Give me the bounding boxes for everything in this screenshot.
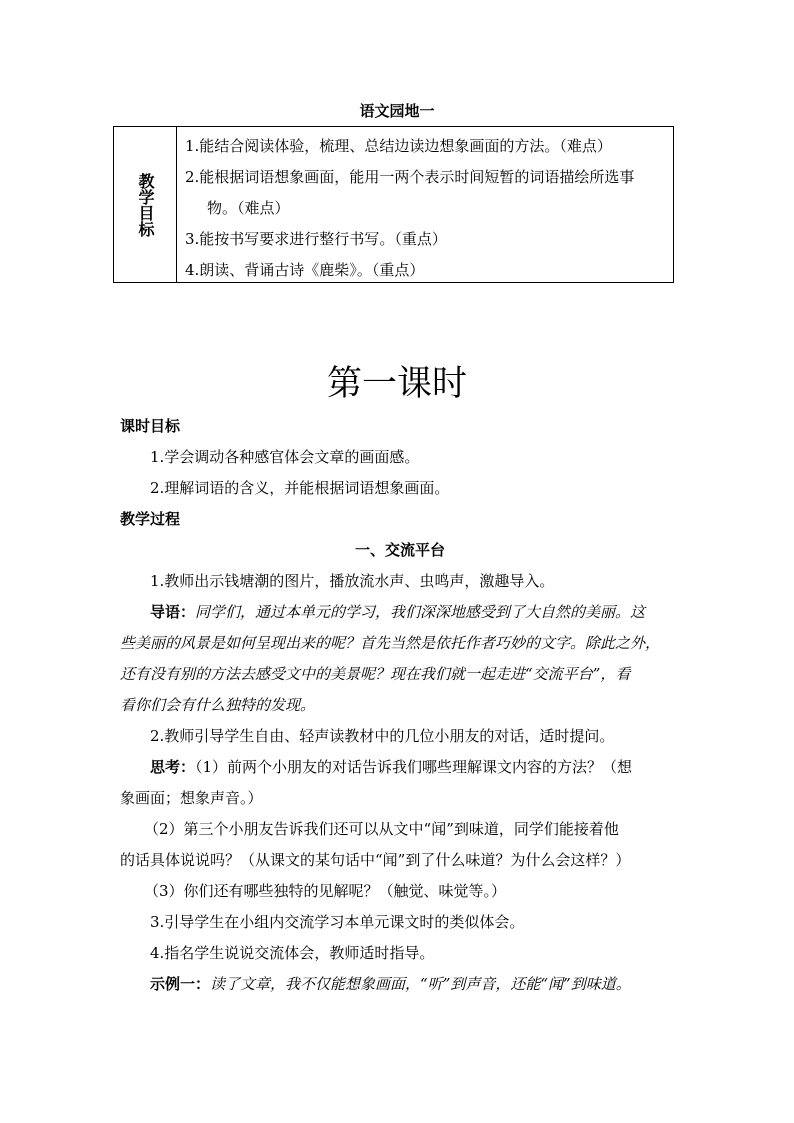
goal-item-continuation: 物。（难点）	[207, 199, 290, 217]
goal-list	[177, 127, 673, 282]
think-text-line: 象画面；想象声音。）	[120, 789, 263, 807]
think-paragraph-line	[120, 752, 680, 783]
section-heading: 一、交流平台	[354, 541, 445, 559]
example-label: 示例一：	[150, 975, 211, 993]
example-line	[120, 969, 680, 1000]
example-text: 读了文章，我不仅能想象画面，“听”到声音，还能“闻”到味道。	[210, 975, 631, 993]
teaching-goals-table	[113, 126, 674, 283]
guide-text-line: 些美丽的风景是如何呈现出来的呢？首先当然是依托作者巧妙的文字。除此之外，	[120, 634, 661, 652]
guide-label: 导语：	[150, 603, 196, 621]
objective-item: 1.学会调动各种感官体会文章的画面感。	[150, 448, 420, 466]
step-2: 2.教师引导学生自由、轻声读教材中的几位小朋友的对话，适时提问。	[150, 727, 615, 745]
goal-table-header-label: 教学目标	[136, 172, 155, 237]
goal-item: 3.能按书写要求进行整行书写。（重点）	[185, 230, 447, 248]
think-label: 思考：	[150, 758, 196, 776]
step-4: 4.指名学生说说交流体会，教师适时指导。	[150, 944, 435, 962]
lesson-title: 第一课时	[326, 364, 467, 404]
guide-text: 同学们，通过本单元的学习，我们深深地感受到了大自然的美丽。这	[195, 603, 646, 621]
objective-item: 2.理解词语的含义，并能根据词语想象画面。	[150, 479, 450, 497]
goal-item: 4.朗读、背诵古诗《鹿柴》。（重点）	[185, 261, 425, 279]
think-text-line: （3）你们还有哪些独特的见解呢？（触觉、味觉等。）	[144, 882, 507, 900]
guide-text-line: 看你们会有什么独特的发现。	[120, 696, 316, 714]
objectives-heading: 课时目标	[120, 417, 181, 435]
guide-paragraph-line	[120, 597, 680, 628]
document-title: 语文园地一	[359, 102, 435, 120]
process-heading: 教学过程	[120, 510, 181, 528]
think-text-line: （2）第三个小朋友告诉我们还可以从文中“闻”到味道，同学们能接着他	[144, 820, 619, 838]
step-1: 1.教师出示钱塘潮的图片，播放流水声、虫鸣声，激趣导入。	[150, 572, 555, 590]
think-text-line: 的话具体说说吗？（从课文的某句话中“闻”到了什么味道？为什么会这样？）	[120, 851, 631, 869]
goal-item: 2.能根据词语想象画面，能用一两个表示时间短暂的词语描绘所选事	[185, 168, 635, 186]
think-text: （1）前两个小朋友的对话告诉我们哪些理解课文内容的方法？（想	[195, 758, 633, 776]
goal-table-header	[114, 127, 177, 282]
lesson-body	[120, 411, 680, 1000]
guide-text-line: 还有没有别的方法去感受文中的美景呢？现在我们就一起走进“交流平台”，看	[120, 665, 631, 683]
step-3: 3.引导学生在小组内交流学习本单元课文时的类似体会。	[150, 913, 525, 931]
goal-item: 1.能结合阅读体验，梳理、总结边读边想象画面的方法。（难点）	[185, 137, 612, 155]
